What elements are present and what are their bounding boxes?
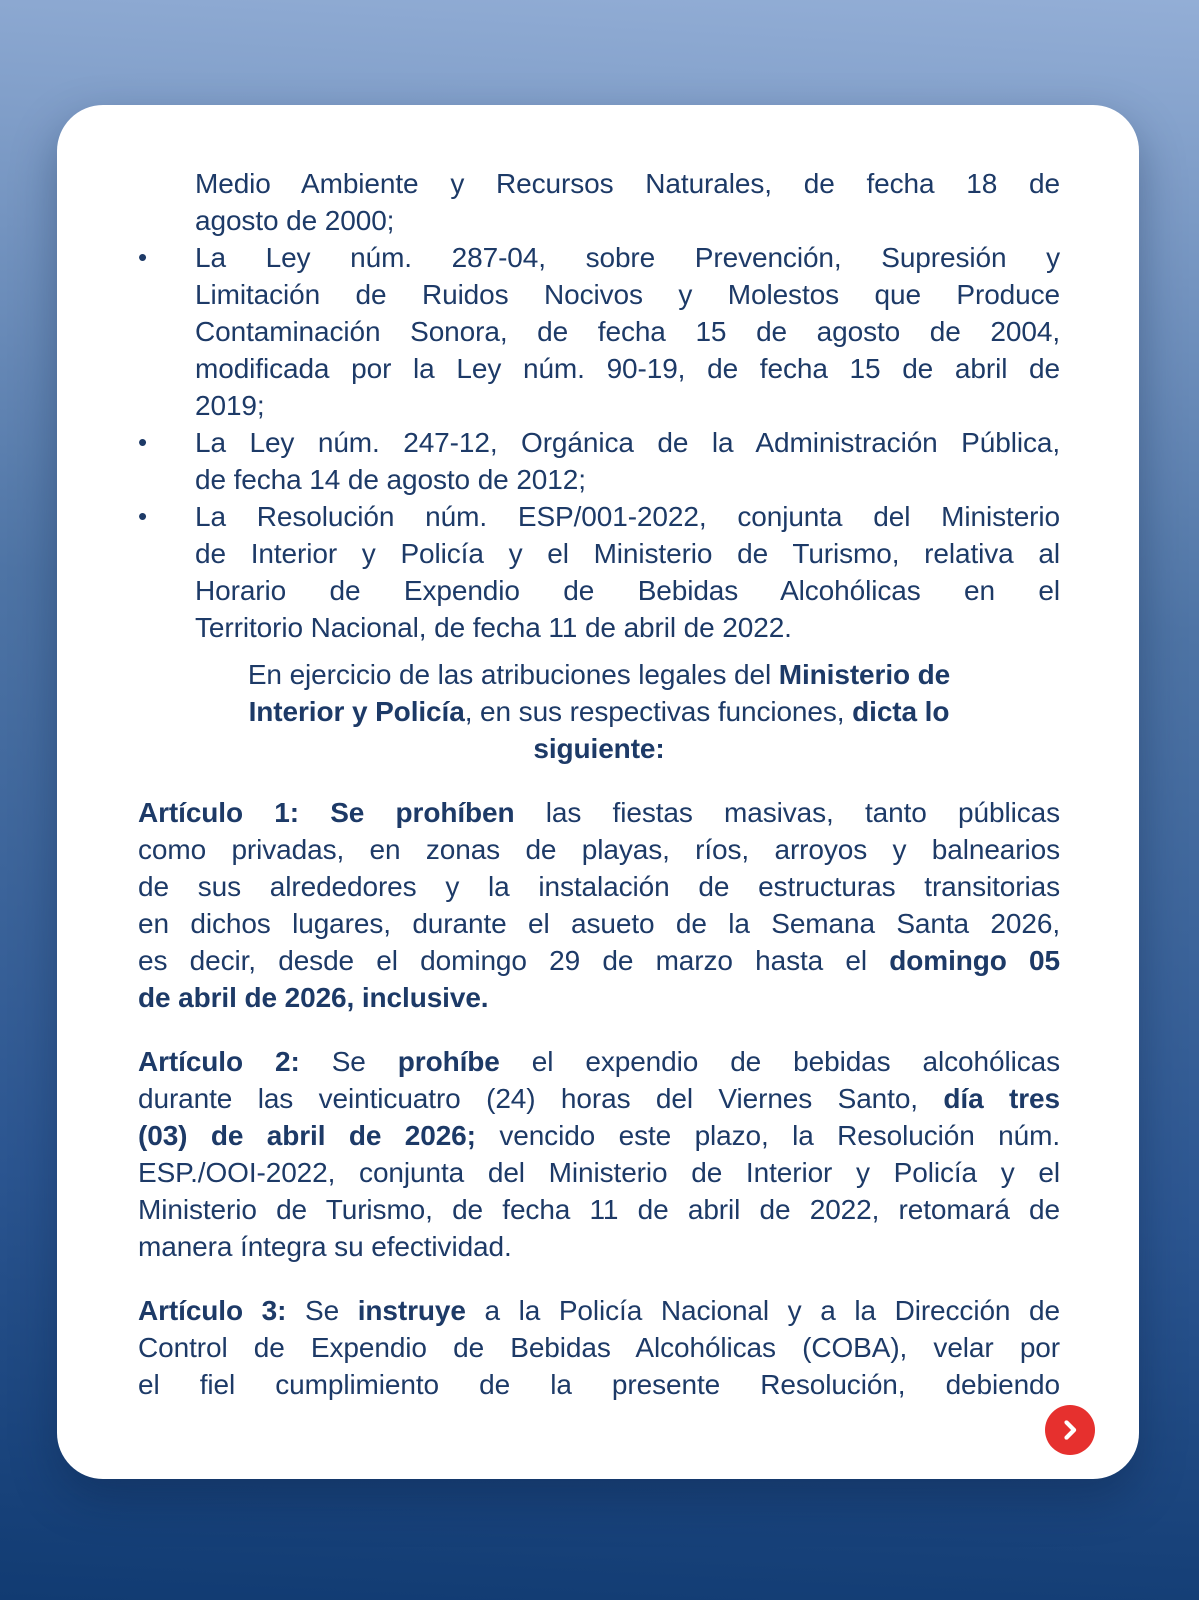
text-run: día tres	[943, 1083, 1060, 1114]
text-run: , en sus respectivas funciones,	[464, 696, 853, 727]
bullet-item	[138, 424, 1060, 498]
text-line	[138, 1154, 1060, 1191]
text-run: La Ley núm. 287-04, sobre Prevención, Supresión y	[195, 242, 1060, 273]
article-1-paragraph	[138, 794, 1060, 1016]
text-run: siguiente:	[533, 733, 665, 764]
text-line	[138, 1292, 1060, 1329]
text-run: de Interior y Policía y el Ministerio de Turismo, relativa al	[195, 538, 1060, 569]
text-line	[138, 868, 1060, 905]
text-run: Se	[286, 1295, 358, 1326]
text-line	[195, 387, 1060, 424]
chevron-right-icon	[1056, 1416, 1084, 1444]
text-line	[138, 1043, 1060, 1080]
text-line	[138, 1080, 1060, 1117]
text-run: Territorio Nacional, de fecha 11 de abril de 2022.	[195, 612, 792, 643]
text-line	[195, 239, 1060, 276]
text-run: En ejercicio de las atribuciones legales del	[247, 659, 779, 690]
text-run: manera íntegra su efectividad.	[138, 1231, 512, 1262]
legal-reference-list	[138, 239, 1060, 646]
text-line	[138, 730, 1060, 767]
text-line	[195, 424, 1060, 461]
bullet-text	[195, 424, 1060, 498]
bullet-icon: •	[138, 501, 148, 531]
bullet-text	[195, 239, 1060, 424]
text-line	[138, 693, 1060, 730]
text-line	[195, 609, 1060, 646]
text-run: Se	[299, 1046, 398, 1077]
text-line	[195, 461, 1060, 498]
text-line	[138, 942, 1060, 979]
text-run: el fiel cumplimiento de la presente Resolución, debiendo	[138, 1369, 1060, 1400]
text-run: de sus alrededores y la instalación de estructuras transitorias	[138, 871, 1060, 902]
text-run: durante las veinticuatro (24) horas del Viernes Santo,	[138, 1083, 944, 1114]
text-line	[138, 656, 1060, 693]
text-line	[195, 276, 1060, 313]
text-run: Control de Expendio de Bebidas Alcohólicas (COBA), velar por	[138, 1332, 1060, 1363]
text-run: es decir, desde el domingo 29 de marzo hasta el	[138, 945, 890, 976]
text-run: modificada por la Ley núm. 90-19, de fecha 15 de abril de	[195, 353, 1060, 384]
preamble-paragraph	[138, 656, 1060, 767]
text-line	[138, 1191, 1060, 1228]
text-line	[138, 905, 1060, 942]
continuation-paragraph	[138, 165, 1060, 239]
text-run: el expendio de bebidas alcohólicas	[499, 1046, 1060, 1077]
text-run: Artículo 1: Se prohíben	[138, 797, 515, 828]
text-run: Ministerio de	[778, 659, 951, 690]
text-run: vencido este plazo, la Resolución núm.	[475, 1120, 1060, 1151]
text-run: Horario de Expendio de Bebidas Alcohólicas en el	[195, 575, 1060, 606]
text-run: como privadas, en zonas de playas, ríos, arroyos y balnearios	[138, 834, 1060, 865]
document-card	[57, 105, 1139, 1479]
text-line	[138, 794, 1060, 831]
text-line	[195, 498, 1060, 535]
text-run: (03) de abril de 2026;	[138, 1120, 476, 1151]
text-run: La Ley núm. 247-12, Orgánica de la Administración Pública,	[195, 427, 1060, 458]
text-run: Artículo 3:	[138, 1295, 287, 1326]
text-run: ESP./OOI-2022, conjunta del Ministerio de Interior y Policía y el	[138, 1157, 1060, 1188]
text-run: Artículo 2:	[138, 1046, 300, 1077]
text-run: agosto de 2000;	[195, 205, 395, 236]
text-run: Ministerio de Turismo, de fecha 11 de abril de 2022, retomará de	[138, 1194, 1060, 1225]
text-run: Contaminación Sonora, de fecha 15 de agosto de 2004,	[195, 316, 1060, 347]
text-run: La Resolución núm. ESP/001-2022, conjunta del Ministerio	[195, 501, 1060, 532]
text-run: prohíbe	[397, 1046, 500, 1077]
text-line	[138, 1117, 1060, 1154]
text-line	[138, 979, 1060, 1016]
text-run: Limitación de Ruidos Nocivos y Molestos que Produce	[195, 279, 1060, 310]
text-line	[195, 572, 1060, 609]
article-3-paragraph	[138, 1292, 1060, 1403]
text-line	[195, 350, 1060, 387]
text-run: de abril de 2026, inclusive.	[138, 982, 489, 1013]
text-line	[195, 535, 1060, 572]
text-line	[138, 1228, 1060, 1265]
bullet-item	[138, 239, 1060, 424]
text-run: a la Policía Nacional y a la Dirección de	[465, 1295, 1060, 1326]
text-run: domingo 05	[889, 945, 1060, 976]
text-run: instruye	[357, 1295, 466, 1326]
text-run: dicta lo	[852, 696, 950, 727]
text-run: 2019;	[195, 390, 265, 421]
next-page-button[interactable]	[1045, 1405, 1095, 1455]
text-run: las fiestas masivas, tanto públicas	[514, 797, 1060, 828]
text-run: de fecha 14 de agosto de 2012;	[195, 464, 586, 495]
text-line	[138, 1329, 1060, 1366]
document-content	[138, 165, 1060, 1403]
bullet-item	[138, 498, 1060, 646]
bullet-text	[195, 498, 1060, 646]
text-run: Medio Ambiente y Recursos Naturales, de fecha 18 de	[195, 168, 1060, 199]
bullet-icon: •	[138, 242, 148, 272]
text-line	[195, 313, 1060, 350]
text-line	[138, 831, 1060, 868]
text-line	[138, 1366, 1060, 1403]
text-run: Interior y Policía	[248, 696, 465, 727]
bullet-icon: •	[138, 427, 148, 457]
text-line	[195, 202, 1060, 239]
text-run: en dichos lugares, durante el asueto de la Semana Santa 2026,	[138, 908, 1060, 939]
text-line	[195, 165, 1060, 202]
article-2-paragraph	[138, 1043, 1060, 1265]
